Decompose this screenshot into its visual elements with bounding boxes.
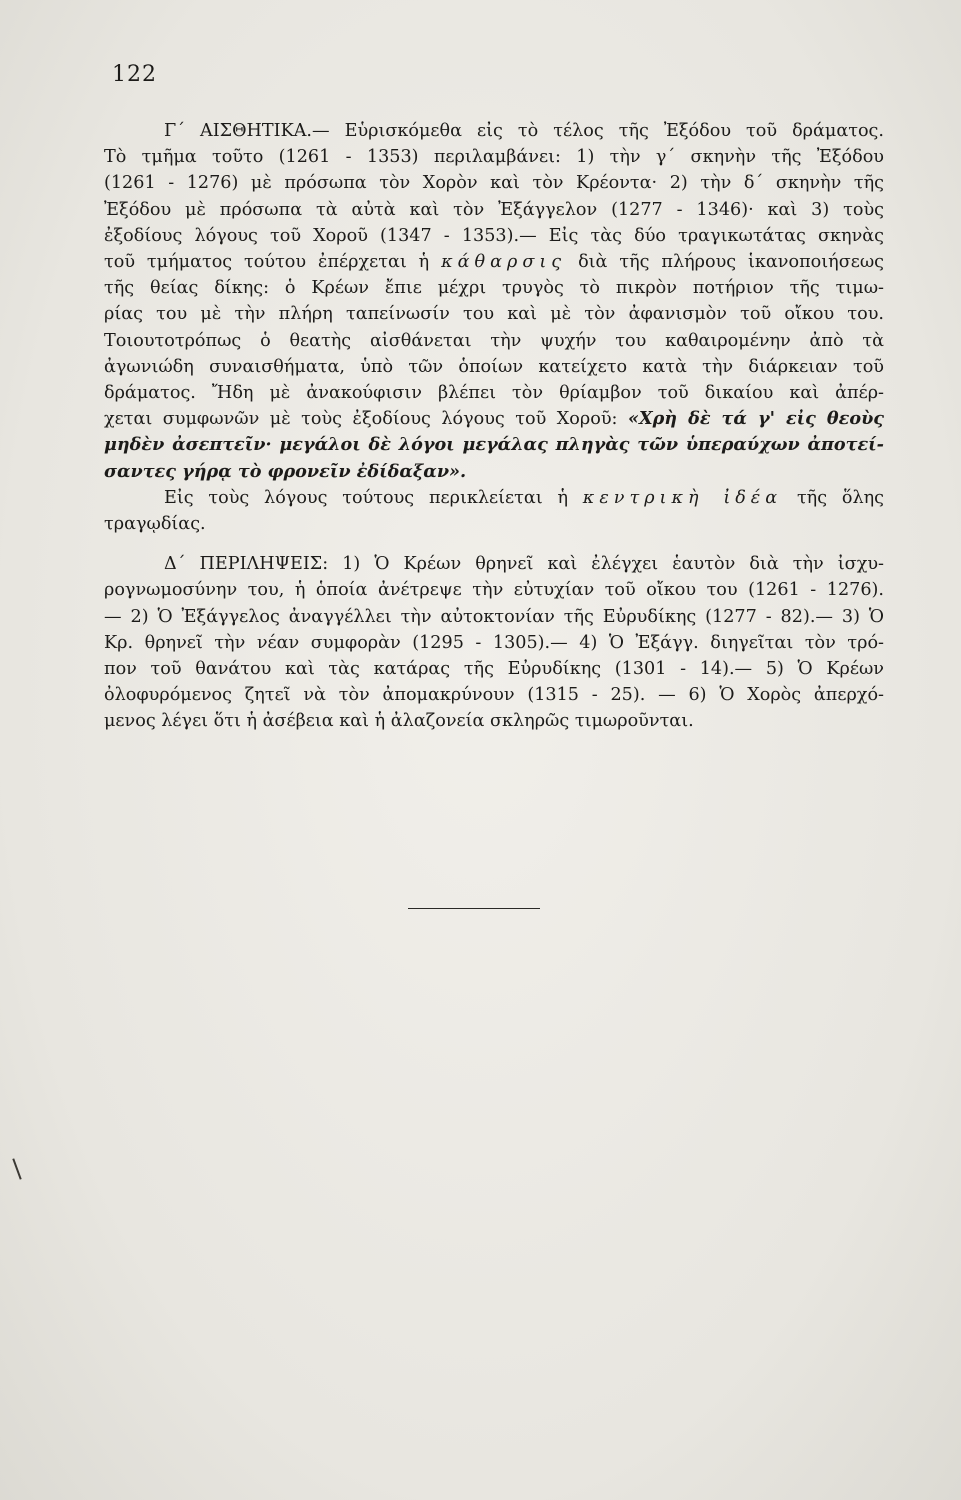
page-number: 122	[112, 62, 157, 87]
text-line: — 2) Ὁ Ἐξάγγελος ἀναγγέλλει τὴν αὐτοκτονίαν τῆς Εὐρυδίκης (1277 - 82).— 3) Ὁ	[104, 606, 884, 627]
quotation-line: σαντες γήρᾳ τὸ φρονεῖν ἐδίδαξαν».	[104, 460, 467, 482]
text-line: ἀγωνιώδη συναισθήματα, ὑπὸ τῶν ὁποίων κατείχετο κατὰ τὴν διάρκειαν τοῦ	[104, 356, 884, 377]
text-line: ρίας του μὲ τὴν πλήρη ταπείνωσίν του καὶ μὲ τὸν ἀφανισμὸν τοῦ οἴκου του.	[104, 304, 884, 325]
text-line: ρογνωμοσύνην του, ἡ ὁποία ἀνέτρεψε τὴν εὐτυχίαν τοῦ οἴκου του (1261 - 1276).	[104, 580, 884, 601]
text-line: πον τοῦ θανάτου καὶ τὰς κατάρας τῆς Εὐρυδίκης (1301 - 14).— 5) Ὁ Κρέων	[104, 659, 884, 680]
text-line: ἐξοδίους λόγους τοῦ Χοροῦ (1347 - 1353).— Εἰς τὰς δύο τραγικωτάτας σκηνὰς	[104, 225, 884, 246]
section-summaries	[104, 551, 884, 734]
text-line: τῆς θείας δίκης: ὁ Κρέων ἔπιε μέχρι τρυγὸς τὸ πικρὸν ποτήριον τῆς τιμω-	[104, 278, 884, 299]
text-line: Τοιουτοτρόπως ὁ θεατὴς αἰσθάνεται τὴν ψυχήν του καθαιρομένην ἀπὸ τὰ	[104, 330, 884, 351]
text-line: ὀλοφυρόμενος ζητεῖ νὰ τὸν ἀπομακρύνουν (1315 - 25). — 6) Ὁ Χορὸς ἀπερχό-	[104, 685, 884, 706]
text-fragment: διὰ τῆς πλήρους ἱκανοποιήσεως	[578, 252, 885, 273]
text-fragment: χεται συμφωνῶν μὲ τοὺς ἐξοδίους λόγους τοῦ Χοροῦ:	[104, 409, 618, 430]
text-line	[104, 406, 884, 432]
text-line: Δ΄ ΠΕΡΙΛΗΨΕΙΣ: 1) Ὁ Κρέων θρηνεῖ καὶ ἐλέγχει ἑαυτὸν διὰ τὴν ἰσχυ-	[164, 554, 884, 575]
text-line: Γ΄ ΑΙΣΘΗΤΙΚΑ.— Εὑρισκόμεθα εἰς τὸ τέλος τῆς Ἐξόδου τοῦ δράματος.	[164, 121, 884, 141]
text-fragment: τοῦ τμήματος τούτου ἐπέρχεται ἡ	[104, 252, 430, 273]
paragraph-gap	[104, 537, 884, 551]
text-line	[104, 485, 884, 511]
text-line: μενος λέγει ὅτι ἡ ἀσέβεια καὶ ἡ ἀλαζονεία σκληρῶς τιμωροῦνται.	[104, 711, 694, 732]
body-text	[104, 118, 884, 735]
quotation-line: μηδὲν ἀσεπτεῖν· μεγάλοι δὲ λόγοι μεγάλας πληγὰς τῶν ὑπεραύχων ἀποτεί-	[104, 434, 884, 456]
text-fragment: Εἰς τοὺς λόγους τούτους περικλείεται ἡ	[164, 487, 568, 508]
text-line: Ἐξόδου μὲ πρόσωπα τὰ αὐτὰ καὶ τὸν Ἐξάγγελον (1277 - 1346)· καὶ 3) τοὺς	[104, 199, 884, 220]
text-line: Τὸ τμῆμα τοῦτο (1261 - 1353) περιλαμβάνει: 1) τὴν γ΄ σκηνὴν τῆς Ἐξόδου	[104, 147, 884, 168]
text-fragment: τῆς ὅλης	[796, 487, 884, 508]
text-line	[104, 249, 884, 275]
emphasized-term: κεντρικὴ ἰδέα	[582, 487, 783, 508]
section-aesthetics	[104, 118, 884, 537]
text-line: τραγῳδίας.	[104, 514, 206, 535]
emphasized-term: κάθαρσις	[441, 252, 567, 273]
quotation: «Χρὴ δὲ τά γ' εἰς θεοὺς	[627, 408, 885, 430]
text-line: (1261 - 1276) μὲ πρόσωπα τὸν Χορὸν καὶ τὸν Κρέοντα· 2) τὴν δ΄ σκηνὴν τῆς	[104, 173, 884, 194]
section-divider	[408, 908, 540, 909]
text-line: Κρ. θρηνεῖ τὴν νέαν συμφορὰν (1295 - 1305).— 4) Ὁ Ἐξάγγ. διηγεῖται τὸν τρό-	[104, 632, 884, 653]
text-line: δράματος. Ἤδη μὲ ἀνακούφισιν βλέπει τὸν θρίαμβον τοῦ δικαίου καὶ ἀπέρ-	[104, 383, 884, 404]
margin-mark	[12, 1158, 21, 1179]
